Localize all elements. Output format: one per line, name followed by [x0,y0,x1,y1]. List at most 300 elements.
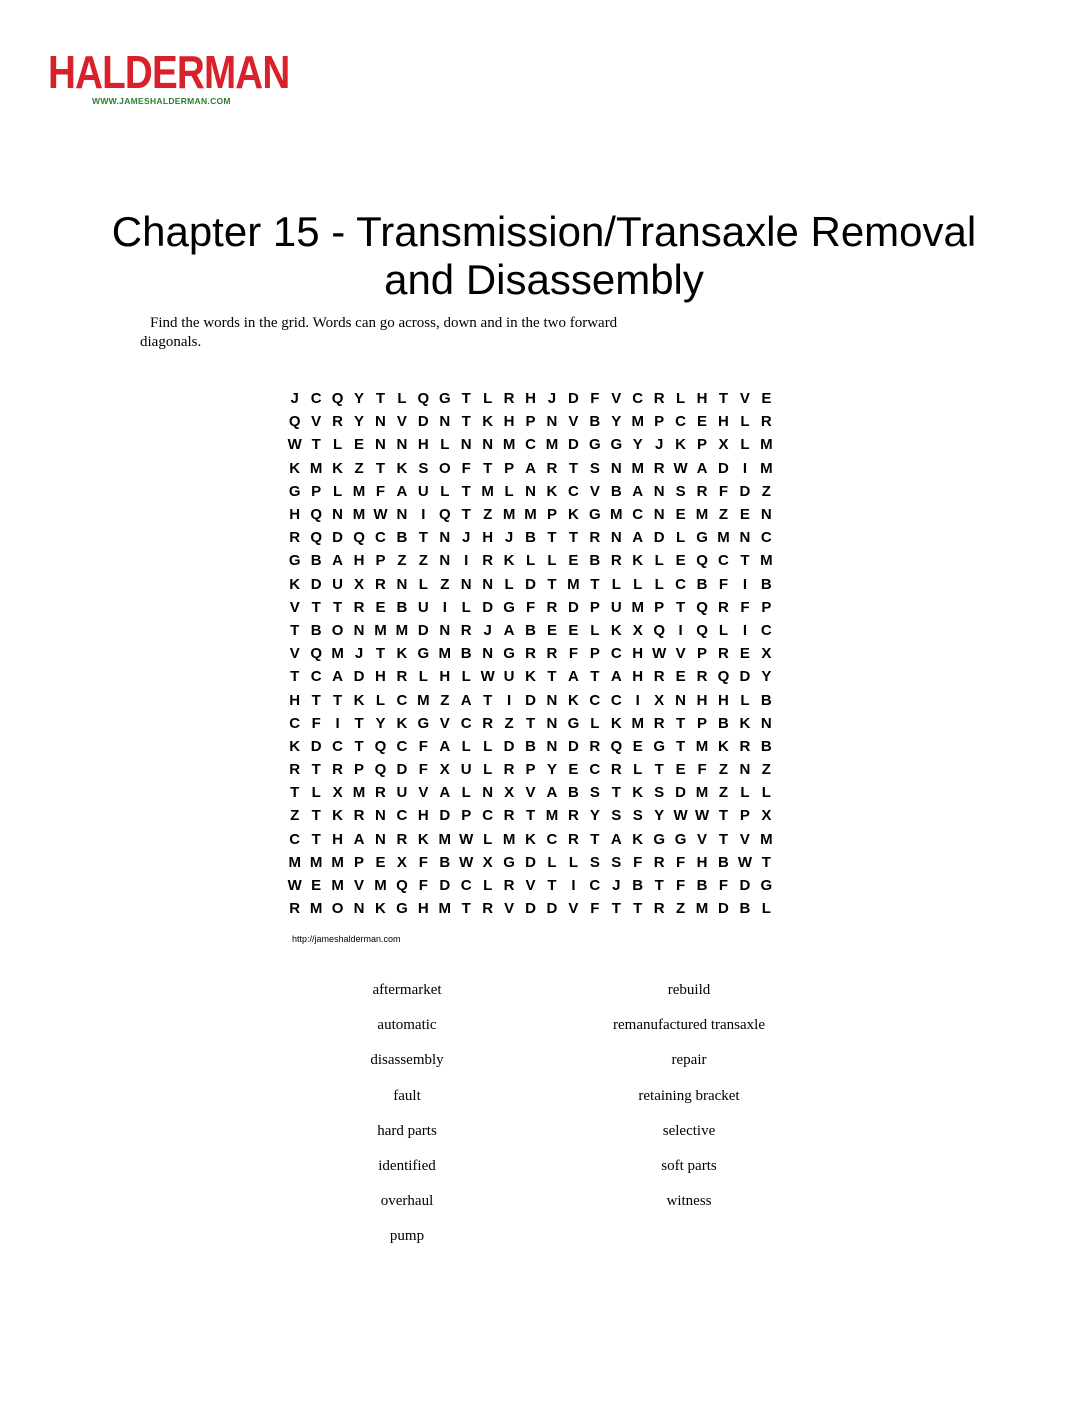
grid-cell: L [654,552,664,570]
grid-cell: G [417,645,430,663]
grid-cell: X [761,807,772,825]
grid-cell: L [504,575,514,593]
grid-cell: U [332,575,344,593]
grid-cell: N [353,900,365,918]
grid-cell: T [611,784,621,802]
grid-cell: R [396,830,408,848]
grid-cell: Z [397,552,407,570]
grid-cell: C [589,691,601,709]
grid-cell: I [678,621,683,639]
grid-cell: L [547,853,557,871]
grid-cell: H [632,645,644,663]
grid-cell: N [546,714,558,732]
grid-cell: L [311,784,321,802]
grid-cell: R [375,575,386,593]
grid-cell: U [417,598,429,616]
grid-cell: H [718,413,729,431]
logo-url: WWW.JAMESHALDERMAN.COM [92,96,231,106]
grid-cell: M [695,784,709,802]
grid-row [284,874,777,897]
grid-cell: B [460,645,472,663]
grid-cell: C [460,877,472,895]
grid-cell: T [311,436,321,454]
grid-cell: J [612,877,621,895]
grid-cell: L [654,575,664,593]
grid-cell: R [546,598,558,616]
grid-cell: N [525,482,536,500]
instructions [140,314,700,352]
grid-cell: H [289,691,301,709]
grid-row [284,410,777,433]
grid-cell: G [396,900,408,918]
grid-cell: I [571,877,576,895]
grid-cell: W [652,645,667,663]
grid-cell: G [288,552,301,570]
grid-cell: L [611,575,621,593]
grid-cell: K [375,900,386,918]
grid-cell: C [289,830,301,848]
grid-cell: M [545,436,559,454]
grid-cell: Q [374,737,387,755]
grid-cell: C [396,691,408,709]
grid-cell: C [589,877,601,895]
word-list-item: soft parts [661,1158,717,1174]
grid-cell: M [631,714,644,732]
grid-cell: G [610,436,623,454]
grid-cell: A [332,668,344,686]
grid-cell: R [653,714,665,732]
grid-row [284,480,777,503]
grid-cell: A [632,529,644,547]
grid-cell: V [611,390,622,408]
grid-cell: C [546,830,558,848]
grid-cell: D [546,900,558,918]
grid-cell: C [610,645,622,663]
grid-cell: G [503,853,515,871]
grid-cell: D [417,621,429,639]
grid-cell: A [610,668,622,686]
grid-cell: H [696,853,708,871]
grid-cell: Z [718,761,729,779]
grid-cell: N [760,506,772,524]
grid-cell: N [439,413,451,431]
grid-cell: S [589,853,600,871]
grid-cell: Q [310,645,322,663]
grid-cell: I [742,575,747,593]
grid-cell: C [567,482,579,500]
grid-cell: G [589,436,601,454]
grid-cell: E [739,506,750,524]
grid-cell: X [718,436,729,454]
grid-cell: R [696,668,708,686]
grid-cell: M [717,529,730,547]
grid-cell: R [653,459,665,477]
grid-cell: L [461,668,471,686]
grid-row [284,781,777,804]
halderman-logo [48,46,290,106]
grid-cell: T [718,807,729,825]
grid-cell: C [396,737,408,755]
grid-cell: E [632,737,643,755]
grid-cell: N [439,621,451,639]
grid-cell: M [309,853,323,871]
grid-cell: M [695,506,709,524]
grid-cell: X [761,645,772,663]
grid-cell: H [417,807,429,825]
grid-cell: F [375,482,386,500]
grid-cell: T [483,459,493,477]
grid-cell: P [311,482,322,500]
grid-cell: D [675,784,687,802]
grid-cell: T [290,668,300,686]
word-list-item: fault [393,1087,421,1104]
grid-cell: G [589,506,601,524]
grid-cell: H [696,691,708,709]
grid-cell: T [375,459,386,477]
grid-cell: M [631,413,644,431]
grid-cell: R [525,645,536,663]
grid-cell: V [675,645,686,663]
grid-cell: H [353,552,365,570]
grid-cell: K [482,413,494,431]
grid-row [284,851,777,874]
grid-cell: R [760,413,772,431]
grid-cell: A [332,552,344,570]
grid-cell: Q [610,737,623,755]
grid-cell: F [418,877,428,895]
grid-cell: T [547,668,557,686]
grid-cell: S [589,459,600,477]
grid-cell: F [676,853,686,871]
grid-cell: M [331,853,344,871]
grid-cell: E [675,761,686,779]
grid-cell: L [525,552,536,570]
grid-cell: X [439,761,450,779]
grid-cell: T [740,552,750,570]
grid-cell: R [503,877,515,895]
grid-cell: V [739,830,750,848]
grid-cell: I [442,598,447,616]
grid-cell: G [696,529,708,547]
grid-cell: Q [288,413,301,431]
grid-cell: W [694,807,710,825]
grid-cell: P [504,459,515,477]
grid-cell: B [610,482,622,500]
grid-cell: M [374,621,387,639]
grid-cell: V [354,877,365,895]
grid-cell: P [739,807,750,825]
grid-cell: U [460,761,472,779]
grid-cell: H [289,506,301,524]
grid-cell: M [331,877,344,895]
grid-cell: A [439,784,451,802]
grid-cell: I [635,691,640,709]
grid-cell: L [375,691,386,709]
grid-cell: A [546,784,558,802]
grid-cell: T [290,621,300,639]
grid-cell: Y [375,714,386,732]
grid-cell: R [653,900,665,918]
grid-cell: Q [310,529,322,547]
grid-cell: P [375,552,386,570]
grid-cell: L [440,436,450,454]
grid-cell: D [718,459,729,477]
grid-cell: Y [354,390,365,408]
grid-cell: T [547,529,557,547]
grid-cell: Q [653,621,665,639]
grid-cell: A [632,482,644,500]
grid-row [284,387,777,410]
grid-cell: M [352,482,366,500]
grid-cell: D [525,691,536,709]
grid-cell: E [675,552,686,570]
grid-row [284,828,777,851]
grid-cell: F [418,853,428,871]
title-line-2: and Disassembly [384,256,704,304]
word-list-item: witness [666,1193,712,1210]
grid-cell: L [676,529,686,547]
grid-row [284,503,777,526]
grid-cell: W [737,853,752,871]
grid-cell: K [632,784,644,802]
grid-cell: C [760,529,772,547]
grid-cell: M [502,506,516,524]
grid-cell: D [310,575,322,593]
grid-cell: R [653,390,665,408]
grid-cell: D [332,529,344,547]
grid-cell: T [676,737,686,755]
grid-cell: R [503,761,515,779]
grid-cell: R [503,390,515,408]
grid-cell: S [611,807,622,825]
word-list-item: repair [671,1052,707,1069]
grid-cell: T [547,877,557,895]
grid-cell: J [504,529,514,547]
grid-cell: W [373,506,388,524]
grid-cell: B [589,413,601,431]
grid-cell: R [610,552,622,570]
grid-cell: J [354,645,364,663]
word-list-item: aftermarket [372,982,442,998]
grid-cell: H [332,830,344,848]
grid-cell: L [333,482,343,500]
grid-cell: Q [396,877,408,895]
grid-cell: K [332,459,344,477]
grid-cell: W [480,668,495,686]
grid-cell: B [525,529,536,547]
grid-cell: M [631,598,644,616]
grid-cell: Y [761,668,772,686]
grid-row [284,804,777,827]
grid-cell: L [740,436,750,454]
grid-cell: D [353,668,365,686]
grid-cell: H [632,668,644,686]
grid-cell: T [354,737,364,755]
grid-cell: F [590,390,600,408]
grid-cell: D [439,807,451,825]
grid-row [284,688,777,711]
grid-cell: Z [676,900,686,918]
grid-cell: P [697,436,708,454]
grid-cell: Q [331,390,344,408]
grid-cell: G [503,645,515,663]
grid-cell: D [417,413,429,431]
grid-cell: J [290,390,299,408]
grid-cell: L [590,714,600,732]
grid-cell: B [567,784,579,802]
grid-cell: T [311,598,321,616]
grid-cell: E [546,621,557,639]
grid-cell: R [653,668,665,686]
grid-cell: R [653,853,665,871]
grid-cell: O [438,459,451,477]
grid-cell: P [697,645,708,663]
grid-cell: Y [589,807,600,825]
grid-cell: A [503,621,515,639]
grid-cell: L [740,413,750,431]
grid-cell: N [396,506,408,524]
grid-cell: C [310,390,322,408]
grid-row [284,897,777,920]
grid-cell: T [461,900,471,918]
grid-cell: B [760,737,772,755]
grid-cell: L [483,877,493,895]
grid-cell: J [654,436,664,454]
word-search-grid [284,387,777,920]
grid-cell: T [547,575,557,593]
grid-cell: L [633,575,643,593]
grid-cell: D [525,575,536,593]
grid-cell: R [482,714,494,732]
grid-cell: G [417,714,430,732]
grid-cell: T [654,761,664,779]
grid-cell: D [439,877,451,895]
grid-cell: G [674,830,687,848]
grid-cell: Z [354,459,364,477]
grid-cell: T [633,900,643,918]
grid-cell: R [739,737,751,755]
grid-cell: R [589,529,601,547]
grid-cell: T [461,506,471,524]
grid-cell: Z [504,714,514,732]
grid-cell: N [353,621,365,639]
grid-cell: W [459,853,474,871]
grid-cell: Y [654,807,665,825]
grid-cell: R [546,645,558,663]
grid-cell: A [353,830,365,848]
grid-row [284,573,777,596]
word-list-item: selective [662,1122,716,1139]
grid-cell: E [375,853,386,871]
grid-cell: P [589,598,600,616]
grid-cell: N [439,552,451,570]
grid-cell: N [675,691,687,709]
grid-cell: M [395,621,409,639]
grid-cell: K [396,714,408,732]
grid-cell: R [482,552,494,570]
grid-cell: E [354,436,365,454]
grid-cell: B [439,853,451,871]
grid-cell: M [545,807,559,825]
grid-cell: L [633,761,643,779]
grid-cell: F [718,575,729,593]
grid-cell: O [331,900,344,918]
grid-cell: H [503,413,515,431]
grid-cell: I [464,552,469,570]
word-list-item: retaining bracket [638,1087,740,1104]
grid-cell: T [375,390,386,408]
grid-cell: L [568,853,578,871]
title-line-1: Chapter 15 - Transmission/Transaxle Removal [111,208,977,256]
grid-cell: T [311,761,321,779]
grid-cell: T [311,691,321,709]
grid-cell: K [739,714,751,732]
grid-cell: L [397,390,407,408]
grid-cell: Q [374,761,387,779]
grid-cell: L [718,621,729,639]
grid-cell: T [568,459,578,477]
word-list-item: identified [378,1158,436,1174]
grid-row [284,457,777,480]
grid-cell: M [502,436,516,454]
grid-cell: T [676,714,686,732]
grid-cell: R [589,737,601,755]
grid-cell: B [525,737,536,755]
grid-cell: S [675,482,686,500]
grid-cell: L [483,390,493,408]
grid-cell: K [417,830,429,848]
grid-cell: W [287,436,302,454]
grid-cell: G [288,482,301,500]
grid-cell: Q [717,668,730,686]
grid-cell: X [632,621,643,639]
grid-cell: B [310,621,322,639]
grid-cell: P [354,761,365,779]
grid-cell: S [589,784,600,802]
grid-cell: L [761,900,771,918]
word-list-item: pump [389,1228,425,1245]
grid-cell: C [675,575,687,593]
grid-cell: F [740,598,750,616]
grid-cell: I [507,691,512,709]
grid-cell: K [675,436,687,454]
grid-cell: M [631,459,644,477]
grid-cell: N [460,575,472,593]
grid-cell: T [761,853,771,871]
grid-cell: T [718,830,729,848]
grid-cell: C [482,807,494,825]
grid-cell: F [590,900,600,918]
grid-cell: V [439,714,450,732]
grid-cell: A [525,459,536,477]
grid-cell: Z [718,784,729,802]
grid-cell: M [695,900,709,918]
grid-cell: A [396,482,408,500]
grid-cell: F [525,598,536,616]
grid-cell: J [547,390,557,408]
grid-cell: W [673,459,688,477]
grid-cell: P [654,598,665,616]
grid-row [284,642,777,665]
grid-cell: Z [718,506,729,524]
grid-cell: M [524,506,537,524]
grid-cell: D [567,390,579,408]
grid-cell: P [525,761,536,779]
grid-cell: H [417,900,429,918]
grid-cell: M [352,506,366,524]
grid-cell: M [309,900,323,918]
grid-cell: I [742,621,747,639]
